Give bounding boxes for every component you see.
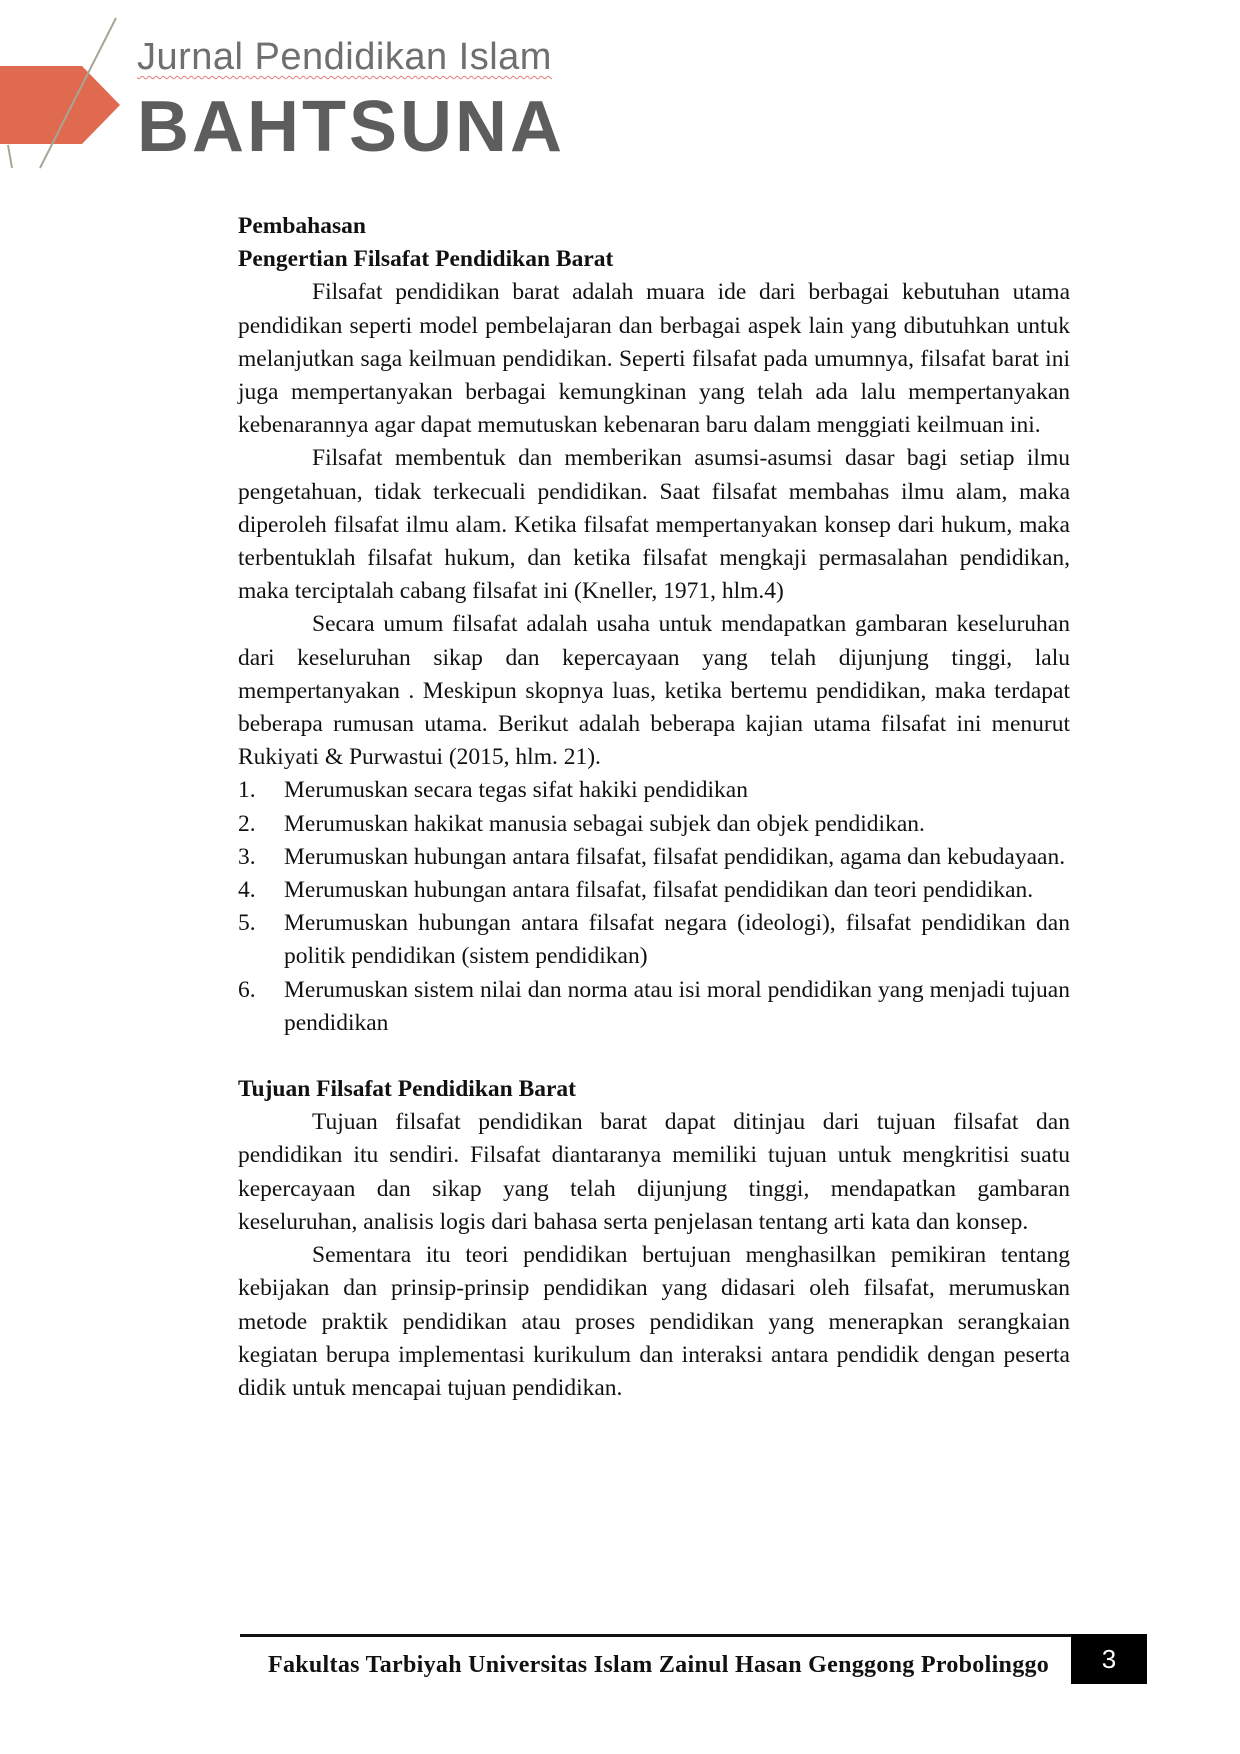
paragraph: Secara umum filsafat adalah usaha untuk mendapatkan gambaran keseluruhan dari keseluruhan sikap dan kepercayaan yang telah dijunjung tinggi, lalu mempertanyakan . Meskipun skopnya luas, ketika bertemu pendidikan, maka terdapat beberapa rumusan utama. Berikut adalah beberapa kajian utama filsafat ini menurut Rukiyati & Purwastui (2015, hlm. 21). [238, 611, 1070, 771]
list-text: Merumuskan hubungan antara filsafat, filsafat pendidikan dan teori pendidikan. [284, 877, 1034, 904]
list-item [238, 974, 1070, 1040]
subsection-heading-tujuan: Tujuan Filsafat Pendidikan Barat [238, 1076, 577, 1103]
page-number-box [1071, 1634, 1147, 1684]
logo-short-line [8, 145, 12, 168]
list-number: 2. [238, 810, 256, 837]
list-number: 5. [238, 910, 256, 937]
list-number: 4. [238, 877, 256, 904]
paragraph: Sementara itu teori pendidikan bertujuan menghasilkan pemikiran tentang kebijakan dan prinsip-prinsip pendidikan yang didasari oleh filsafat, merumuskan metode praktik pendidikan atau proses pendidikan yang menerapkan serangkaian kegiatan berupa implementasi kurikulum dan interaksi antara pendidik dengan peserta didik untuk mencapai tujuan pendidikan. [238, 1242, 1070, 1401]
list-text: Merumuskan hakikat manusia sebagai subjek dan objek pendidikan. [284, 810, 925, 837]
paragraph: Tujuan filsafat pendidikan barat dapat ditinjau dari tujuan filsafat dan pendidikan itu sendiri. Filsafat diantaranya memiliki tujuan untuk mengkritisi suatu kepercayaan dan sikap yang telah dijunjung tinggi, mendapatkan gambaran keseluruhan, analisis logis dari bahasa serta penjelasan tentang arti kata dan konsep. [238, 1109, 1070, 1235]
list-item [238, 907, 1070, 973]
section-heading-pembahasan: Pembahasan [238, 213, 366, 239]
list-number: 6. [238, 976, 256, 1003]
numbered-list [238, 774, 1070, 1040]
journal-title: BAHTSUNA [137, 87, 565, 167]
page-number: 3 [1101, 1643, 1117, 1674]
paragraph: Filsafat membentuk dan memberikan asumsi-asumsi dasar bagi setiap ilmu pengetahuan, tidak terkecuali pendidikan. Saat filsafat membahas ilmu alam, maka diperoleh filsafat ilmu alam. Ketika filsafat mempertanyakan konsep dari hukum, maka terbentuklah filsafat hukum, dan ketika filsafat mengkaji permasalahan pendidikan, maka terciptalah cabang filsafat ini (Kneller, 1971, hlm.4) [238, 445, 1070, 605]
section-spacer [238, 1040, 1070, 1073]
list-text: Merumuskan hubungan antara filsafat negara (ideologi), filsafat pendidikan dan politik pendidikan (sistem pendidikan) [284, 910, 1070, 970]
footer-rule [240, 1634, 1072, 1637]
list-text: Merumuskan secara tegas sifat hakiki pendidikan [284, 777, 748, 804]
journal-name: Jurnal Pendidikan Islam [137, 36, 552, 78]
paragraph: Filsafat pendidikan barat adalah muara ide dari berbagai kebutuhan utama pendidikan seperti model pembelajaran dan berbagai aspek lain yang dibutuhkan untuk melanjutkan saga keilmuan pendidikan. Seperti filsafat pada umumnya, filsafat barat ini juga mempertanyakan berbagai kemungkinan yang telah ada lalu mempertanyakan kebenarannya agar dapat memutuskan kebenaran baru dalam menggiati keilmuan ini. [238, 279, 1070, 439]
list-item [238, 774, 1070, 807]
list-text: Merumuskan sistem nilai dan norma atau isi moral pendidikan yang menjadi tujuan pendidikan [284, 976, 1070, 1036]
footer-institution: Fakultas Tarbiyah Universitas Islam Zainul Hasan Genggong Probolinggo [268, 1652, 1050, 1678]
list-number: 3. [238, 843, 256, 870]
logo-arrow-shape [0, 66, 120, 144]
article-body [238, 210, 1070, 1405]
list-item [238, 841, 1070, 874]
list-text: Merumuskan hubungan antara filsafat, filsafat pendidikan, agama dan kebudayaan. [284, 843, 1066, 870]
list-item [238, 874, 1070, 907]
subsection-heading-pengertian: Pengertian Filsafat Pendidikan Barat [238, 246, 614, 273]
list-item [238, 808, 1070, 841]
list-number: 1. [238, 777, 256, 804]
